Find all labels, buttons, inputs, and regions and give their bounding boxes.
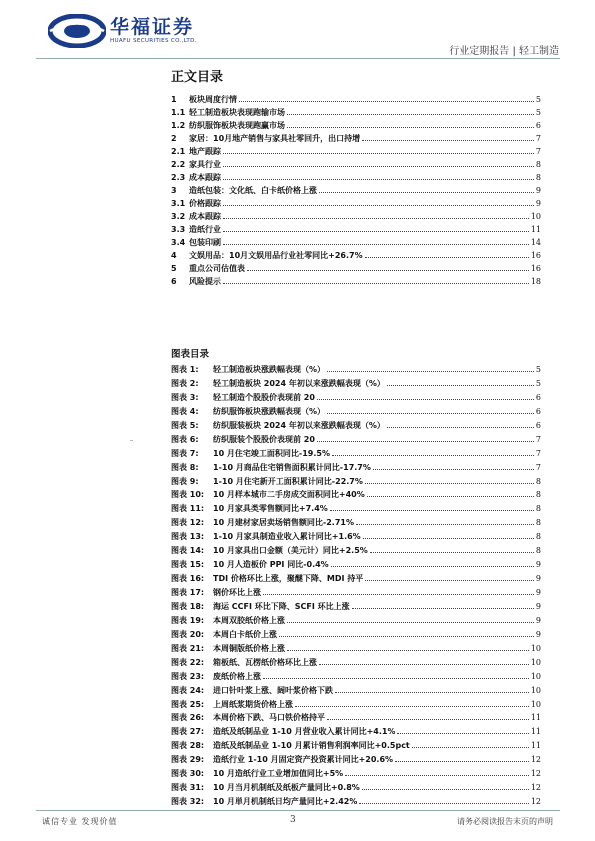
figure-entry-text: 轻工制造个股股价表现前 20 [213, 392, 315, 402]
toc-entry-number: 6 [171, 277, 177, 286]
dot-leader [362, 134, 534, 141]
figure-entry-text: 轻工制造板块涨跌幅表现（%） [213, 365, 326, 374]
figure-entry[interactable] [171, 517, 541, 531]
figure-entry[interactable] [171, 392, 541, 406]
logo-english-name: HUAFU SECURITIES CO.,LTD. [110, 38, 197, 44]
toc-entry-text: 家居：10月地产销售与家具社零回升，出口持增 [189, 134, 361, 143]
toc-entry-page: 8 [535, 160, 541, 169]
toc-entry-number: 2.2 [171, 160, 186, 169]
toc-entry-page: 9 [535, 199, 541, 208]
toc-list [171, 94, 541, 289]
toc-entry[interactable] [171, 146, 541, 159]
figure-entry-number: 图表 2: [171, 378, 199, 388]
divider-mark [130, 440, 133, 441]
toc-entry[interactable] [171, 224, 541, 237]
dot-leader [287, 108, 534, 115]
toc-entry-page: 10 [530, 212, 541, 221]
figure-entry-page: 8 [535, 476, 541, 486]
figure-entry[interactable] [171, 406, 541, 420]
toc-entry[interactable] [171, 133, 541, 146]
toc-entry-text: 包装印刷 [189, 238, 221, 247]
toc-entry-number: 2.3 [171, 173, 186, 182]
dot-leader [239, 95, 534, 102]
dot-leader [352, 602, 534, 609]
toc-entry[interactable] [171, 198, 541, 211]
figure-entry-page: 10 [530, 685, 541, 695]
figure-entry-page: 12 [530, 783, 541, 793]
figure-entry[interactable] [171, 559, 541, 573]
figure-entry-page: 7 [535, 434, 541, 444]
logo-chinese-name: 华福证券 [110, 16, 195, 38]
figure-entry-number: 图表 30: [171, 769, 205, 779]
figure-entry[interactable] [171, 476, 541, 490]
figure-entry-page: 10 [530, 643, 541, 653]
toc-entry-number: 3.2 [171, 212, 186, 221]
toc-entry-number: 1 [171, 95, 177, 104]
figure-entry-number: 图表 11: [171, 504, 205, 514]
figure-entry-page: 8 [535, 546, 541, 556]
figure-entry-number: 图表 32: [171, 797, 205, 807]
figure-entry[interactable] [171, 420, 541, 434]
figure-entry-page: 8 [535, 504, 541, 514]
figure-entry-text: 造纸及纸制品业 1-10 月营业收入累计同比+4.1% [213, 727, 396, 737]
dot-leader [387, 421, 534, 428]
figure-entry-number: 图表 6: [171, 434, 199, 444]
figure-entry-number: 图表 29: [171, 755, 205, 765]
figure-entry-page: 12 [530, 797, 541, 807]
figure-entry[interactable] [171, 448, 541, 462]
dot-leader [370, 546, 534, 553]
figure-entry-text: TDI 价格环比上涨，聚醚下降、MDI 持平 [213, 574, 364, 584]
figure-entry[interactable] [171, 545, 541, 559]
figure-entry-text: 纺织服饰板块涨跌幅表现（%） [213, 406, 326, 416]
dot-leader [223, 212, 529, 219]
footer-disclaimer: 请务必阅读报告末页的声明 [457, 817, 553, 826]
dot-leader [327, 365, 534, 372]
figure-entry-text: 10 月家具出口金额（美元计）同比+2.5% [213, 546, 368, 556]
figure-entry[interactable] [171, 657, 541, 671]
figure-entry[interactable] [171, 671, 541, 685]
figure-entry-page: 6 [535, 406, 541, 416]
figure-entry-page: 10 [530, 657, 541, 667]
figure-entry-text: 海运 CCFI 环比下降、SCFI 环比上涨 [213, 601, 350, 611]
figure-entry-text: 箱板纸、瓦楞纸价格环比上涨 [213, 657, 317, 667]
toc-entry-text: 轻工制造板块表现跑输市场 [189, 108, 285, 117]
figure-entry-text: 10 月住宅竣工面积同比-19.5% [213, 448, 330, 458]
toc-entry-text: 地产跟踪 [189, 147, 221, 156]
dot-leader [387, 379, 534, 386]
figure-list [171, 364, 541, 810]
figure-entry-text: 10 月単月机制纸日均产量同比+2.42% [213, 797, 358, 807]
figure-entry[interactable] [171, 796, 541, 810]
figure-entry-page: 8 [535, 490, 541, 500]
toc-entry-page: 5 [535, 108, 541, 117]
toc-entry-text: 成本跟踪 [189, 212, 221, 221]
figure-entry-number: 图表 17: [171, 588, 205, 597]
figure-entry-number: 图表 26: [171, 713, 205, 723]
dot-leader [362, 783, 529, 790]
figure-entry-text: 本周双胶纸价格上涨 [213, 615, 285, 625]
figure-entry-page: 11 [530, 727, 541, 737]
figure-entry-number: 图表 24: [171, 685, 205, 695]
toc-entry-number: 3 [171, 186, 177, 195]
figure-entry-text: 10 月当月机制纸及纸板产量同比+0.8% [213, 783, 360, 793]
dot-leader [356, 518, 534, 525]
toc-entry-text: 价格跟踪 [189, 199, 221, 208]
dot-leader [223, 147, 534, 154]
figure-entry-text: 10 月样本城市二手房成交面积同比+40% [213, 490, 365, 500]
figure-entry-text: 10 月造纸行业工业增加值同比+5% [213, 769, 344, 779]
report-category: 行业定期报告 | 轻工制造 [449, 46, 559, 57]
figure-entry-text: 废纸价格上涨 [213, 671, 261, 681]
figure-entry-number: 图表 12: [171, 518, 205, 528]
dot-leader [223, 199, 534, 206]
dot-leader [295, 700, 529, 707]
figure-entry-number: 图表 8: [171, 462, 199, 472]
figure-entry-page: 9 [535, 560, 541, 570]
figure-entry-text: 10 月人造板价 PPI 同比-0.4% [213, 560, 329, 570]
toc-entry-text: 家具行业 [189, 160, 221, 169]
figure-entry[interactable] [171, 699, 541, 713]
toc-entry-number: 5 [171, 264, 177, 273]
toc-entry-page: 7 [535, 134, 541, 143]
toc-title: 正文目录 [171, 70, 224, 85]
dot-leader [359, 797, 528, 804]
huafu-logo-icon [48, 14, 106, 48]
toc-entry-page: 18 [530, 277, 541, 286]
figure-entry[interactable] [171, 754, 541, 768]
toc-entry-page: 8 [535, 173, 541, 182]
figure-entry-number: 图表 23: [171, 671, 205, 681]
dot-leader [345, 769, 529, 776]
toc-entry[interactable] [171, 211, 541, 224]
toc-entry[interactable] [171, 185, 541, 198]
figure-entry-page: 7 [535, 448, 541, 458]
figure-entry-text: 本周白卡纸价上涨 [213, 629, 277, 639]
dot-leader [223, 225, 529, 232]
figure-entry-text: 10 月家具类零售额同比+7.4% [213, 504, 328, 514]
figure-entry-text: 造纸行业 1-10 月固定资产投资累计同比+20.6% [213, 755, 394, 765]
figure-entry[interactable] [171, 685, 541, 699]
figure-entry[interactable] [171, 364, 541, 378]
toc-entry-number: 3.4 [171, 238, 186, 247]
toc-entry-number: 3.3 [171, 225, 186, 234]
dot-leader [263, 672, 529, 679]
toc-entry-page: 16 [530, 251, 541, 260]
figure-entry-number: 图表 4: [171, 406, 199, 416]
figure-entry-page: 9 [535, 601, 541, 611]
dot-leader [223, 160, 534, 167]
toc-entry[interactable] [171, 237, 541, 250]
figure-entry-page: 12 [530, 769, 541, 779]
figure-entry[interactable] [171, 782, 541, 796]
figure-entry-text: 造纸及纸制品业 1-10 月累计销售利润率同比+0.5pct [213, 741, 410, 751]
figure-entry-number: 图表 22: [171, 657, 205, 667]
figure-entry-number: 图表 19: [171, 615, 205, 625]
figure-entry-text: 1-10 月家具制造业收入累计同比+1.6% [213, 532, 361, 542]
dot-leader [363, 532, 534, 539]
toc-entry-page: 14 [530, 238, 541, 247]
toc-entry-number: 2.1 [171, 147, 186, 156]
toc-entry[interactable] [171, 159, 541, 172]
figure-entry[interactable] [171, 629, 541, 643]
figure-entry-number: 图表 28: [171, 741, 205, 751]
figure-entry-text: 1-10 月商品住宅销售面积累计同比-17.7% [213, 462, 371, 472]
toc-entry-page: 16 [530, 264, 541, 273]
figure-entry[interactable] [171, 712, 541, 726]
toc-entry-text: 成本跟踪 [189, 173, 221, 182]
figure-entry-number: 图表 3: [171, 392, 199, 402]
toc-entry-page: 6 [535, 121, 541, 130]
figure-entry-page: 5 [535, 365, 541, 374]
figure-entry-page: 11 [530, 741, 541, 751]
toc-entry-number: 1.2 [171, 121, 186, 130]
dot-leader [367, 490, 534, 497]
figure-entry[interactable] [171, 531, 541, 545]
toc-entry-number: 2 [171, 134, 177, 143]
figure-entry-page: 9 [535, 629, 541, 639]
toc-entry-text: 造纸行业 [189, 225, 221, 234]
toc-entry-text: 板块周度行情 [189, 95, 237, 104]
dot-leader [287, 644, 529, 651]
toc-entry[interactable] [171, 263, 541, 276]
figure-entry-number: 图表 25: [171, 699, 205, 709]
dot-leader [365, 574, 534, 581]
toc-entry-page: 7 [535, 147, 541, 156]
figure-entry-number: 图表 7: [171, 448, 199, 458]
figure-entry[interactable] [171, 462, 541, 476]
dot-leader [412, 741, 529, 748]
figure-entry-number: 图表 18: [171, 601, 205, 611]
figure-entry-number: 图表 10: [171, 490, 205, 500]
figure-entry[interactable] [171, 740, 541, 754]
dot-leader [317, 435, 534, 442]
figure-entry-page: 6 [535, 392, 541, 402]
dot-leader [223, 238, 529, 245]
figure-entry-number: 图表 15: [171, 560, 205, 570]
dot-leader [223, 173, 534, 180]
figure-entry-text: 纺织服装板块 2024 年初以来涨跌幅表现（%） [213, 420, 385, 430]
figure-entry-page: 10 [530, 699, 541, 709]
figure-entry-number: 图表 20: [171, 629, 205, 639]
figure-entry-text: 纺织服装个股股价表现前 20 [213, 434, 315, 444]
toc-entry-text: 风险提示 [189, 277, 221, 286]
figure-entry-number: 图表 14: [171, 546, 205, 556]
figure-entry[interactable] [171, 434, 541, 448]
figure-entry-page: 10 [530, 671, 541, 681]
figure-entry-number: 图表 1: [171, 365, 199, 374]
toc-entry-text: 文娱用品：10月文娱用品行业社零同比+26.7% [189, 251, 363, 260]
toc-entry[interactable] [171, 94, 541, 107]
dot-leader [247, 264, 529, 271]
dot-leader [319, 186, 534, 193]
figure-entry-page: 11 [530, 713, 541, 723]
toc-entry[interactable] [171, 107, 541, 120]
figure-entry-number: 图表 31: [171, 783, 205, 793]
toc-entry-text: 纺织服饰板块表现跑赢市场 [189, 121, 285, 130]
page-header [0, 0, 595, 60]
dot-leader [395, 755, 529, 762]
dot-leader [223, 277, 529, 284]
dot-leader [263, 588, 534, 595]
figure-entry-text: 轻工制造板块 2024 年初以来涨跌幅表现（%） [213, 378, 385, 388]
dot-leader [287, 616, 534, 623]
dot-leader [287, 121, 534, 128]
figure-entry-text: 10 月建材家居卖场销售额同比-2.71% [213, 518, 354, 528]
dot-leader [317, 393, 534, 400]
dot-leader [279, 630, 534, 637]
figure-entry-text: 1-10 月住宅新开工面积累计同比-22.7% [213, 476, 363, 486]
figure-entry-page: 12 [530, 755, 541, 765]
toc-entry-number: 4 [171, 251, 177, 260]
dot-leader [327, 713, 529, 720]
figure-entry-number: 图表 21: [171, 643, 205, 653]
figure-entry[interactable] [171, 726, 541, 740]
footer-divider [36, 810, 560, 811]
figure-entry-text: 上周纸浆期货价格上涨 [213, 699, 293, 709]
toc-entry-page: 9 [535, 186, 541, 195]
dot-leader [319, 658, 529, 665]
toc-entry-page: 11 [530, 225, 541, 234]
figure-entry-number: 图表 27: [171, 727, 205, 737]
figure-entry-page: 9 [535, 574, 541, 584]
dot-leader [365, 477, 534, 484]
figure-entry-page: 8 [535, 518, 541, 528]
toc-entry-number: 3.1 [171, 199, 186, 208]
dot-leader [330, 504, 534, 511]
figure-entry-page: 5 [535, 378, 541, 388]
figure-entry-number: 图表 13: [171, 532, 205, 542]
figure-entry-number: 图表 9: [171, 476, 199, 486]
header-divider [36, 58, 560, 59]
toc-entry-number: 1.1 [171, 108, 186, 117]
figure-entry-page: 9 [535, 588, 541, 597]
figure-entry-text: 钢价环比上涨 [213, 588, 261, 597]
figure-entry-number: 图表 5: [171, 420, 199, 430]
toc-entry[interactable] [171, 250, 541, 263]
toc-entry[interactable] [171, 120, 541, 133]
page-number: 3 [290, 815, 296, 825]
dot-leader [327, 407, 534, 414]
dot-leader [331, 560, 534, 567]
figure-entry[interactable] [171, 587, 541, 601]
dot-leader [335, 686, 529, 693]
figure-entry[interactable] [171, 643, 541, 657]
dot-leader [365, 251, 529, 258]
figure-list-title: 图表目录 [171, 349, 210, 360]
toc-entry[interactable] [171, 276, 541, 289]
figure-entry-text: 本周价格下跌、马口铁价格持平 [213, 713, 325, 723]
dot-leader [332, 449, 534, 456]
figure-entry[interactable] [171, 573, 541, 587]
figure-entry[interactable] [171, 768, 541, 782]
figure-entry-text: 本周铜版纸价格上涨 [213, 643, 285, 653]
figure-entry-number: 图表 16: [171, 574, 205, 584]
figure-entry-text: 进口针叶浆上涨、阔叶浆价格下跌 [213, 685, 333, 695]
figure-entry-page: 6 [535, 420, 541, 430]
toc-entry-text: 造纸包装：文化纸、白卡纸价格上涨 [189, 186, 317, 195]
dot-leader [397, 727, 528, 734]
figure-entry[interactable] [171, 601, 541, 615]
toc-entry-text: 重点公司估值表 [189, 264, 245, 273]
toc-entry-page: 5 [535, 95, 541, 104]
figure-entry-page: 8 [535, 532, 541, 542]
figure-entry[interactable] [171, 378, 541, 392]
toc-entry[interactable] [171, 172, 541, 185]
figure-entry[interactable] [171, 489, 541, 503]
figure-entry[interactable] [171, 503, 541, 517]
footer-slogan: 诚信专业 发现价值 [42, 817, 118, 826]
figure-entry-page: 9 [535, 615, 541, 625]
figure-entry[interactable] [171, 615, 541, 629]
figure-entry-page: 7 [535, 462, 541, 472]
dot-leader [373, 463, 534, 470]
